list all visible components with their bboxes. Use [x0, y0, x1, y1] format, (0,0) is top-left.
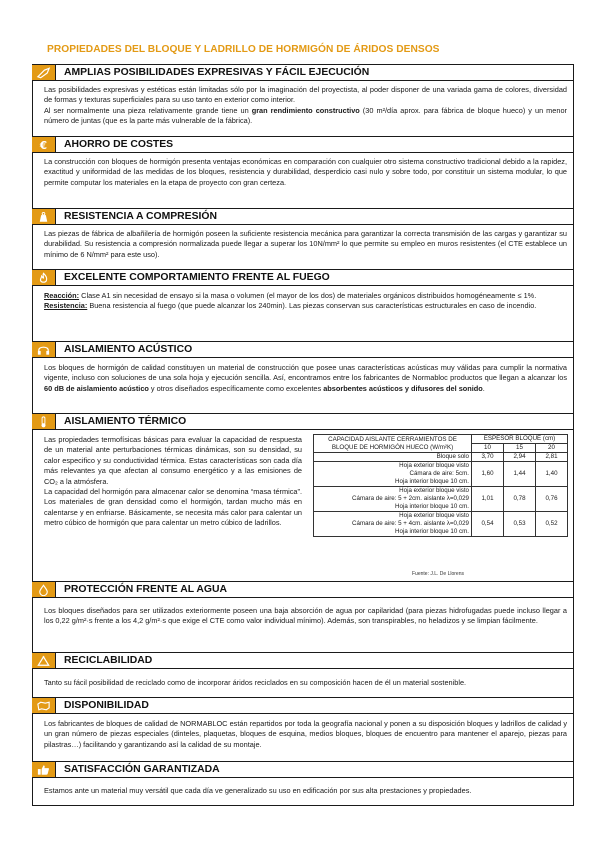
map-icon	[32, 698, 56, 713]
table-row	[314, 453, 568, 462]
section-header	[32, 413, 574, 430]
section-body	[44, 157, 567, 188]
paragraph: La capacidad del hormigón para almacenar calor se denomina “masa térmica”. Los materiales de gran densidad como el hormigón, tardan mucho más en calentarse y en enfriarse. Básicamente, se necesita más calor para calentar un metro cúbico de hormigón que para calentar un metro cúbico de ladrillos.	[44, 487, 302, 528]
paragraph: Las piezas de fábrica de albañilería de hormigón poseen la suficiente resistencia mecánica para garantizar la correcta transmisión de las cargas y garantizar su durabilidad. Su resistencia a compresión normalizada puede llegar a superar los 10N/mm² lo que permite su empleo en muros resistentes (el CTE establece un mínimo de 6 N/mm² para este uso).	[44, 229, 567, 259]
column-header: 15	[504, 444, 536, 453]
row-desc	[314, 487, 472, 512]
paragraph: Los bloques diseñados para ser utilizados exteriormente poseen una baja absorción de agua por capilaridad (para piezas hidrofugadas puede incluso llegar a los 0,22 g/m²·s frente a los 4,2 g/m²·s que exige el CTE como valor individual mínimo). Además, son transpirables, no heladizos y se limpian fácilmente.	[44, 606, 567, 626]
section-header	[32, 269, 574, 286]
section-heading: AISLAMIENTO ACÚSTICO	[64, 344, 193, 355]
row-desc-line: Hoja interior bloque 10 cm.	[395, 478, 469, 485]
text-run: Clase A1 sin necesidad de ensayo si la masa o volumen (el mayor de los dos) de materiales orgánicos distribuidos homogéneamente ≤ 1%.	[79, 291, 537, 300]
table-cell: 1,60	[472, 462, 504, 487]
paragraph	[44, 106, 567, 127]
section-body	[44, 606, 567, 627]
paragraph	[44, 291, 567, 301]
section-body	[44, 85, 567, 127]
section-heading: AMPLIAS POSIBILIDADES EXPRESIVAS Y FÁCIL EJECUCIÓN	[64, 67, 370, 78]
thermometer-icon	[32, 414, 56, 429]
section-body	[44, 435, 302, 529]
paragraph: Estamos ante un material muy versátil que cada día ve generalizado su uso en edificación por sus alta prestaciones y propiedades.	[44, 786, 472, 795]
page-title: PROPIEDADES DEL BLOQUE Y LADRILLO DE HORMIGÓN DE ÁRIDOS DENSOS	[47, 44, 440, 55]
euro-icon	[32, 137, 56, 152]
table-cell: 0,54	[472, 512, 504, 537]
row-desc-line: Hoja exterior bloque visto	[399, 462, 469, 469]
section-heading: RECICLABILIDAD	[64, 655, 153, 666]
section-body	[44, 678, 567, 688]
row-desc	[314, 512, 472, 537]
section-header	[32, 208, 574, 225]
row-desc	[314, 453, 472, 462]
section-header	[32, 341, 574, 358]
headphones-icon	[32, 342, 56, 357]
bottom-rule	[32, 805, 574, 806]
table-cell: 3,70	[472, 453, 504, 462]
table-cell: 0,76	[536, 487, 568, 512]
section-body	[44, 786, 567, 796]
text-run: Buena resistencia al fuego (que puede alcanzar los 240min). Las piezas conservan sus características estructurales en caso de incendio.	[87, 301, 537, 311]
table-cell: 0,52	[536, 512, 568, 537]
row-desc-line: Cámara de aire: 5cm.	[409, 470, 469, 477]
section-heading: RESISTENCIA A COMPRESIÓN	[64, 211, 217, 222]
text-run: Los bloques de hormigón de calidad constituyen un material de construcción que posee unas características acústicas muy válidas para cumplir la normativa vigente, incluso con soluciones de una sola hoja y ejecución sencilla. Así, encontramos entre los fabricantes de Normabloc productos que llegan a alcanzar los	[44, 363, 567, 383]
row-desc-line: Hoja exterior bloque visto	[399, 487, 469, 494]
table-row	[314, 512, 568, 537]
bold-text: gran rendimiento constructivo	[251, 105, 360, 115]
table-cell: 0,78	[504, 487, 536, 512]
paragraph: Las propiedades termofísicas básicas para evaluar la capacidad de respuesta de un material ante perturbaciones térmicas dinámicas, son su densidad, su calor especifico y su conductividad térmica. Estas características son cada día más relevantes ya que afectan al consumo energético y a las emisiones de CO₂ a la atmósfera.	[44, 435, 302, 486]
section-body	[44, 291, 567, 312]
bold-text: absorbentes acústicos y difusores del sonido	[323, 383, 483, 393]
resistance-label: Resistencia:	[44, 301, 88, 311]
section-header	[32, 697, 574, 714]
paragraph: Las posibilidades expresivas y estéticas están limitadas sólo por la imaginación del proyectista, al poder disponer de una variada gama de colores, diversidad de formas y texturas superficiales para su uso tanto en exterior como interior.	[44, 85, 567, 105]
text-run: .	[482, 383, 485, 393]
text-run: Al ser normalmente una pieza relativamente grande tiene un	[44, 105, 252, 115]
section-heading: PROTECCIÓN FRENTE AL AGUA	[64, 584, 227, 595]
flame-icon	[32, 270, 56, 285]
row-desc-line: Hoja interior bloque 10 cm.	[395, 528, 469, 535]
section-body	[44, 363, 567, 394]
paragraph	[44, 301, 567, 311]
trowel-icon	[32, 65, 56, 80]
bold-text: 60 dB de aislamiento acústico	[44, 383, 149, 393]
section-heading: AISLAMIENTO TÉRMICO	[64, 416, 187, 427]
reaction-label: Reacción:	[44, 291, 80, 300]
thumbs-up-icon	[32, 762, 56, 777]
table-source: Fuente: J.L. De Llorens	[412, 571, 464, 577]
thermal-insulation-table	[313, 434, 568, 537]
column-header: 10	[472, 444, 504, 453]
table-cell: 1,01	[472, 487, 504, 512]
row-desc-line: Cámara de aire: 5 + 2cm. aislante λ=0,029	[352, 495, 469, 502]
section-header	[32, 136, 574, 153]
table-row	[314, 487, 568, 512]
section-header	[32, 64, 574, 81]
section-header	[32, 581, 574, 598]
recycle-icon	[32, 653, 56, 668]
paragraph: La construcción con bloques de hormigón presenta ventajas económicas en comparación con cualquier otro sistema constructivo tradicional debido a la rapidez, exactitud y uniformidad de las medidas de los bloques, resistencia y durabilidad, desperdicio casi nulo y sobre todo, por constituir un sistema modular, lo que permite computar los materiales en la etapa de proyecto con gran certeza.	[44, 157, 567, 187]
section-heading: DISPONIBILIDAD	[64, 700, 149, 711]
water-drop-icon	[32, 582, 56, 597]
table-header-row	[314, 435, 568, 444]
svg-text:€: €	[39, 139, 48, 151]
section-header	[32, 652, 574, 669]
table-cell: 1,40	[536, 462, 568, 487]
row-desc-line: Cámara de aire: 5 + 4cm. aislante λ=0,029	[352, 520, 469, 527]
weight-icon	[32, 209, 56, 224]
table-cell: 2,94	[504, 453, 536, 462]
section-body	[44, 719, 567, 750]
paragraph: Tanto su fácil posibilidad de reciclado como de incorporar áridos reciclados en su composición hacen de él un material sostenible.	[44, 678, 467, 687]
table-cell: 2,81	[536, 453, 568, 462]
row-desc-line: Hoja interior bloque 10 cm.	[395, 503, 469, 510]
section-heading: AHORRO DE COSTES	[64, 139, 174, 150]
section-heading: EXCELENTE COMPORTAMIENTO FRENTE AL FUEGO	[64, 272, 330, 283]
section-body	[44, 229, 567, 260]
row-desc-line: Bloque solo	[436, 453, 469, 460]
table-cell: 1,44	[504, 462, 536, 487]
table-header-group: ESPESOR BLOQUE (cm)	[472, 435, 568, 444]
column-header: 20	[536, 444, 568, 453]
section-header	[32, 761, 574, 778]
paragraph	[44, 363, 567, 394]
row-desc	[314, 462, 472, 487]
text-run: (30 m²/día aprox. para fábrica de bloque hueco) y un menor número de juntas (que es la parte más vulnerable de la fábrica).	[44, 105, 568, 126]
paragraph: Los fabricantes de bloques de calidad de NORMABLOC están repartidos por toda la geografía nacional y ponen a su disposición bloques y ladrillos de calidad y un gran número de piezas especiales (dinteles, plaquetas, bloques de esquina, medios bloques, bloques de encuentro para mantener el aparejo, piezas para pilastras…) facilitando y garantizando así la calidad de su montaje.	[44, 719, 567, 749]
table-row	[314, 462, 568, 487]
text-run: y otros diseñados específicamente como excelentes	[148, 383, 324, 393]
section-heading: SATISFACCIÓN GARANTIZADA	[64, 764, 220, 775]
table-cell: 0,53	[504, 512, 536, 537]
row-desc-line: Hoja exterior bloque visto	[399, 512, 469, 519]
table-header-desc: CAPACIDAD AISLANTE CERRAMIENTOS DE BLOQUE DE HORMIGÓN HUECO (W/m²K)	[314, 435, 472, 453]
